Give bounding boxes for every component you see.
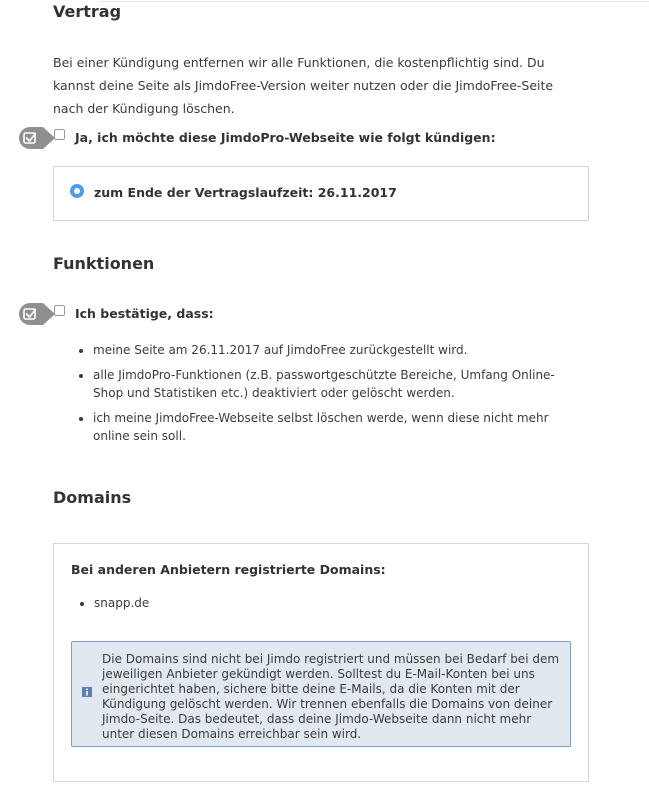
radio-selected-icon[interactable] [70, 184, 84, 198]
check-marker-icon [19, 127, 55, 149]
vertrag-confirm-checkbox[interactable] [54, 129, 65, 140]
domains-heading: Domains [53, 488, 132, 507]
list-item: snapp.de [76, 594, 556, 612]
domains-list [76, 594, 556, 619]
vertrag-option-label[interactable]: zum Ende der Vertragslaufzeit: 26.11.2017 [94, 185, 397, 200]
check-marker-icon [19, 303, 55, 325]
funktionen-confirm-checkbox[interactable] [54, 305, 65, 316]
top-divider [100, 1, 649, 2]
list-item: meine Seite am 26.11.2017 auf JimdoFree zurückgestellt wird. [75, 341, 555, 359]
vertrag-heading: Vertrag [53, 2, 122, 21]
vertrag-description: Bei einer Kündigung entfernen wir alle Funktionen, die kostenpflichtig sind. Du kannst deine Seite als JimdoFree-Version weiter nutzen oder die JimdoFree-Seite nach der Kündigung löschen. [53, 55, 554, 116]
domains-box [53, 543, 589, 782]
domains-info-text: Die Domains sind nicht bei Jimdo registriert und müssen bei Bedarf bei dem jeweiligen Anbieter gekündigt werden. Solltest du E-Mail-Konten bei uns eingerichtet haben, sichere bitte deine E-Mails, da die Konten mit der Kündigung gelöscht werden. Wir trennen ebenfalls die Domains von deiner Jimdo-Seite. Das bedeutet, dass deine Jimdo-Webseite dann nicht mehr unter diesen Domains erreichbar sein wird. [102, 652, 560, 741]
list-item: ich meine JimdoFree-Webseite selbst löschen werde, wenn diese nicht mehr online sein soll. [75, 409, 555, 445]
info-icon [82, 687, 92, 697]
vertrag-option-box [53, 166, 589, 221]
funktionen-confirm-label[interactable]: Ich bestätige, dass: [75, 306, 214, 321]
list-item: alle JimdoPro-Funktionen (z.B. passwortgeschützte Bereiche, Umfang Online-Shop und Statistiken etc.) deaktiviert oder gelöscht werden. [75, 366, 555, 402]
domains-box-title: Bei anderen Anbietern registrierte Domains: [71, 562, 386, 577]
funktionen-heading: Funktionen [53, 254, 155, 273]
domains-info-box [71, 641, 571, 747]
vertrag-confirm-label[interactable]: Ja, ich möchte diese JimdoPro-Webseite wie folgt kündigen: [75, 130, 496, 145]
funktionen-bullet-list [75, 341, 555, 452]
